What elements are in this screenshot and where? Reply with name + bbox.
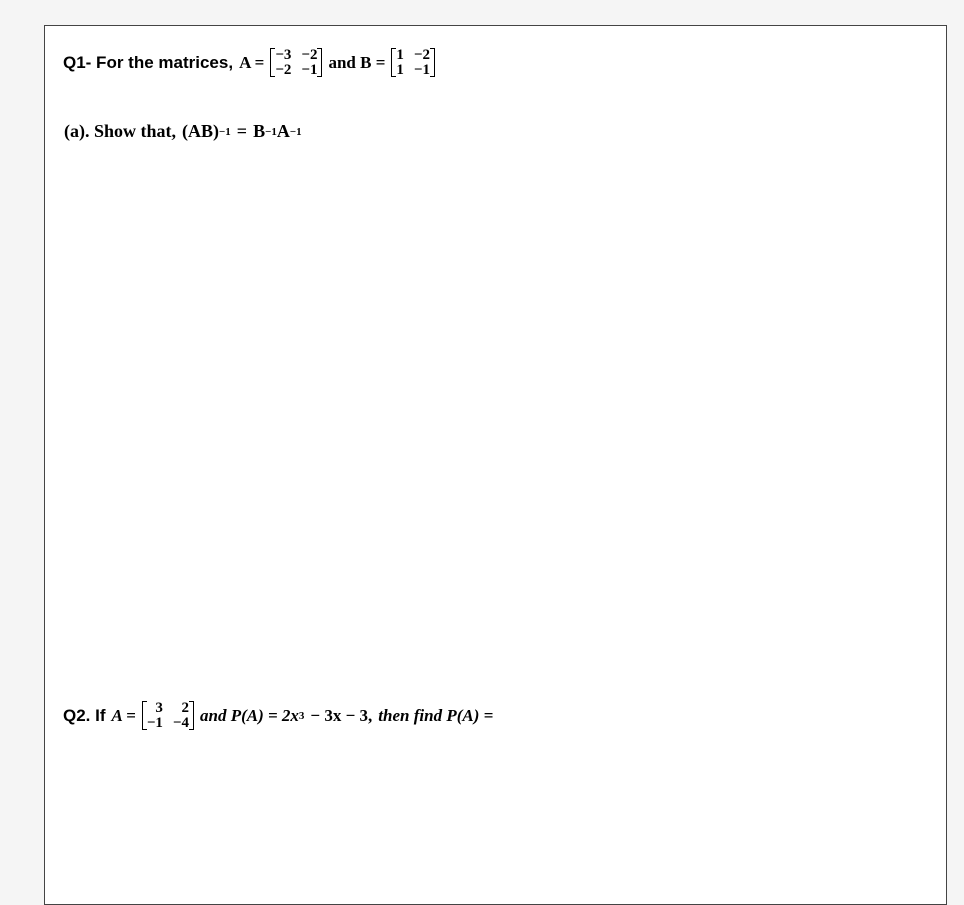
- part-a-label: (a). Show that,: [64, 121, 177, 141]
- matrix-a-q2-cell: −1: [146, 715, 163, 731]
- matrix-a-cell: −1: [301, 62, 318, 78]
- worksheet-page: [44, 25, 947, 905]
- matrix-a-q2-cell: 3: [155, 700, 163, 716]
- matrix-b: [391, 48, 435, 78]
- question-1: [63, 48, 441, 78]
- part-a-equals: =: [236, 121, 248, 141]
- matrix-b-cell: 1: [396, 62, 404, 78]
- part-a-b: B: [253, 121, 266, 141]
- q1-conjunction: and B =: [328, 53, 386, 72]
- part-a-a: A: [276, 121, 290, 141]
- matrix-a-q2: [142, 701, 194, 731]
- matrix-a-q2-cell: −4: [172, 715, 189, 731]
- q2-a-label: A =: [111, 706, 136, 725]
- matrix-a-cell: −2: [301, 47, 318, 63]
- q2-prefix: Q2. If: [63, 706, 106, 725]
- q1-prefix: Q1- For the matrices,: [63, 53, 234, 72]
- matrix-a: [270, 48, 322, 78]
- matrix-a-cell: −2: [275, 62, 292, 78]
- q2-polynomial: and P(A) = 2x: [199, 706, 299, 725]
- part-a-lhs: (AB): [182, 121, 220, 141]
- question-1a: (a). Show that, (AB) −1 = B −1 A −1: [64, 121, 302, 141]
- q2-polynomial-rest: − 3x − 3,: [310, 706, 373, 725]
- q2-instruction: then find P(A) =: [378, 706, 494, 725]
- matrix-b-cell: 1: [396, 47, 404, 63]
- matrix-b-cell: −2: [413, 47, 430, 63]
- matrix-a-q2-cell: 2: [181, 700, 189, 716]
- matrix-a-cell: −3: [275, 47, 292, 63]
- matrix-b-cell: −1: [413, 62, 430, 78]
- question-2: Q2. If A = 3 2 −1 −4 and P(A) = 2x 3 − 3x − 3, then find P(A) =: [63, 700, 494, 731]
- q1-a-label: A =: [239, 53, 265, 72]
